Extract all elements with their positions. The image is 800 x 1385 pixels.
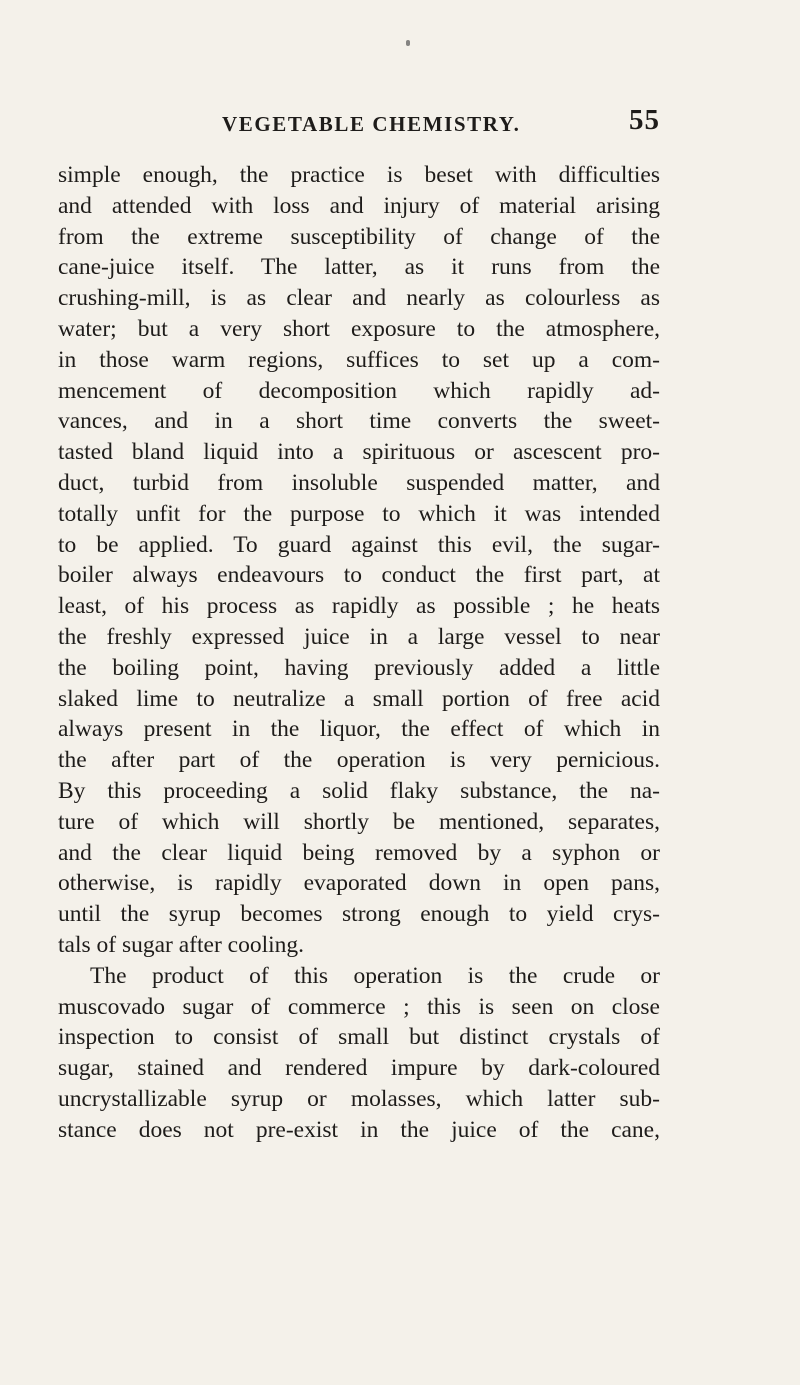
text-line: totally unfit for the purpose to which it was intended xyxy=(58,500,660,527)
print-speck xyxy=(406,40,410,46)
text-line: tasted bland liquid into a spirituous or ascescent pro- xyxy=(58,439,660,466)
text-line: the freshly expressed juice in a large vessel to near xyxy=(58,623,660,650)
text-line: the after part of the operation is very pernicious. xyxy=(58,747,660,774)
text-line: mencement of decomposition which rapidly ad- xyxy=(58,377,660,404)
text-line: and attended with loss and injury of material arising xyxy=(58,192,660,219)
text-line: vances, and in a short time converts the sweet- xyxy=(58,408,660,435)
page-header xyxy=(200,104,660,148)
text-line: sugar, stained and rendered impure by dark-coloured xyxy=(58,1055,660,1082)
text-line: and the clear liquid being removed by a syphon or xyxy=(58,839,660,866)
text-line: least, of his process as rapidly as possible ; he heats xyxy=(58,593,660,620)
body-text xyxy=(58,160,660,1146)
text-line: until the syrup becomes strong enough to yield crys- xyxy=(58,901,660,928)
text-line: cane-juice itself. The latter, as it runs from the xyxy=(58,254,660,281)
text-line: slaked lime to neutralize a small portion of free acid xyxy=(58,685,660,712)
text-line: always present in the liquor, the effect of which in xyxy=(58,716,660,743)
text-line: water; but a very short exposure to the atmosphere, xyxy=(58,315,660,342)
running-title: VEGETABLE CHEMISTRY. xyxy=(222,112,521,136)
text-line: ture of which will shortly be mentioned, separates, xyxy=(58,808,660,835)
page-number: 55 xyxy=(629,104,660,136)
text-line: in those warm regions, suffices to set up a com- xyxy=(58,346,660,373)
text-line: muscovado sugar of commerce ; this is seen on close xyxy=(58,993,660,1020)
paragraph-start-line: The product of this operation is the crude or xyxy=(90,962,660,989)
text-line: boiler always endeavours to conduct the first part, at xyxy=(58,562,660,589)
text-line: inspection to consist of small but distinct crystals of xyxy=(58,1024,660,1051)
text-line: to be applied. To guard against this evil, the sugar- xyxy=(58,531,660,558)
text-line: uncrystallizable syrup or molasses, which latter sub- xyxy=(58,1085,660,1112)
paragraph-end-line: tals of sugar after cooling. xyxy=(58,931,305,958)
text-line: the boiling point, having previously added a little xyxy=(58,654,660,681)
text-line: stance does not pre-exist in the juice of the cane, xyxy=(58,1116,660,1143)
text-line: By this proceeding a solid flaky substance, the na- xyxy=(58,777,660,804)
text-line: otherwise, is rapidly evaporated down in open pans, xyxy=(58,870,660,897)
text-line: duct, turbid from insoluble suspended matter, and xyxy=(58,469,660,496)
text-line: simple enough, the practice is beset with difficulties xyxy=(58,162,660,188)
text-line: crushing-mill, is as clear and nearly as colourless as xyxy=(58,285,660,312)
text-line: from the extreme susceptibility of change of the xyxy=(58,223,660,250)
